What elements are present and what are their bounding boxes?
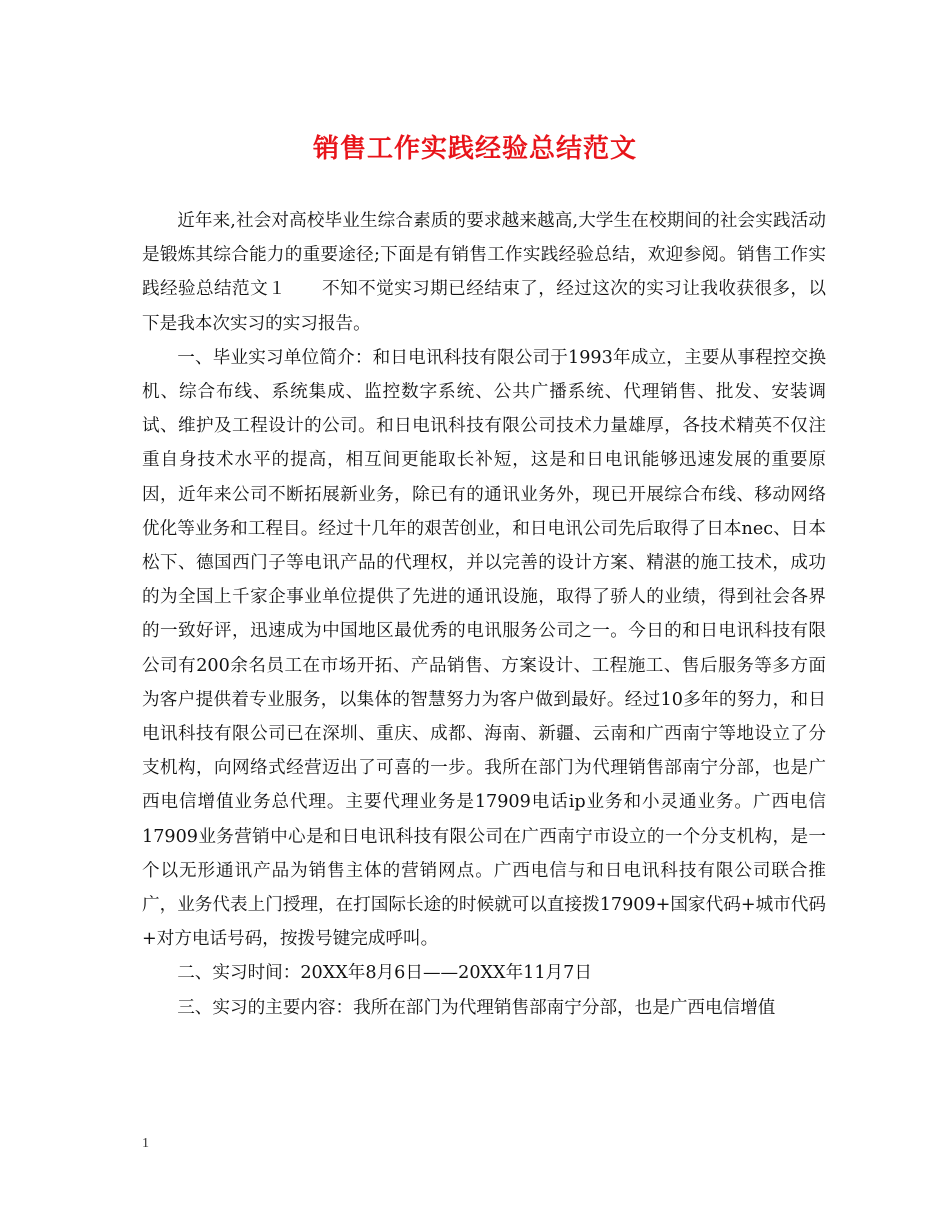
paragraph-intro: 近年来,社会对高校毕业生综合素质的要求越来越高,大学生在校期间的社会实践活动是锻炼其综合能力的重要途径;下面是有销售工作实践经验总结，欢迎参阅。销售工作实践经验总结范文１ 不知不觉实习期已经结束了，经过这次的实习让我收获很多，以下是我本次实习的实习报告。 <box>142 211 826 334</box>
page-number: 1 <box>142 1136 149 1151</box>
document-title: 销售工作实践经验总结范文 <box>312 134 637 164</box>
document-body <box>142 204 826 1025</box>
paragraph-company-profile: 一、毕业实习单位简介：和日电讯科技有限公司于1993年成立，主要从事程控交换机、综合布线、系统集成、监控数字系统、公共广播系统、代理销售、批发、安装调试、维护及工程设计的公司。和日电讯科技有限公司技术力量雄厚，各技术精英不仅注重自身技术水平的提高，相互间更能取长补短，这是和日电讯能够迅速发展的重要原因，近年来公司不断拓展新业务，除已有的通讯业务外，现已开展综合布线、移动网络优化等业务和工程目。经过十几年的艰苦创业，和日电讯公司先后取得了日本nec、日本松下、德国西门子等电讯产品的代理权，并以完善的设计方案、精湛的施工技术，成功的为全国上千家企事业单位提供了先进的通讯设施，取得了骄人的业绩，得到社会各界的一致好评，迅速成为中国地区最优秀的电讯服务公司之一。今日的和日电讯科技有限公司有200余名员工在市场开拓、产品销售、方案设计、工程施工、售后服务等多方面为客户提供着专业服务，以集体的智慧努力为客户做到最好。经过10多年的努力，和日电讯科技有限公司已在深圳、重庆、成都、海南、新疆、云南和广西南宁等地设立了分支机构，向网络式经营迈出了可喜的一步。我所在部门为代理销售部南宁分部，也是广西电信增值业务总代理。主要代理业务是17909电话ip业务和小灵通业务。广西电信17909业务营销中心是和日电讯科技有限公司在广西南宁市设立的一个分支机构，是一个以无形通讯产品为销售主体的营销网点。广西电信与和日电讯科技有限公司联合推广，业务代表上门授理，在打国际长途的时候就可以直接拨17909+国家代码+城市代码+对方电话号码，按拨号键完成呼叫。 <box>142 347 826 950</box>
paragraph-internship-content: 三、实习的主要内容：我所在部门为代理销售部南宁分部，也是广西电信增值 <box>177 997 776 1018</box>
paragraph-internship-time: 二、实习时间：20XX年8月6日——20XX年11月7日 <box>177 963 592 984</box>
